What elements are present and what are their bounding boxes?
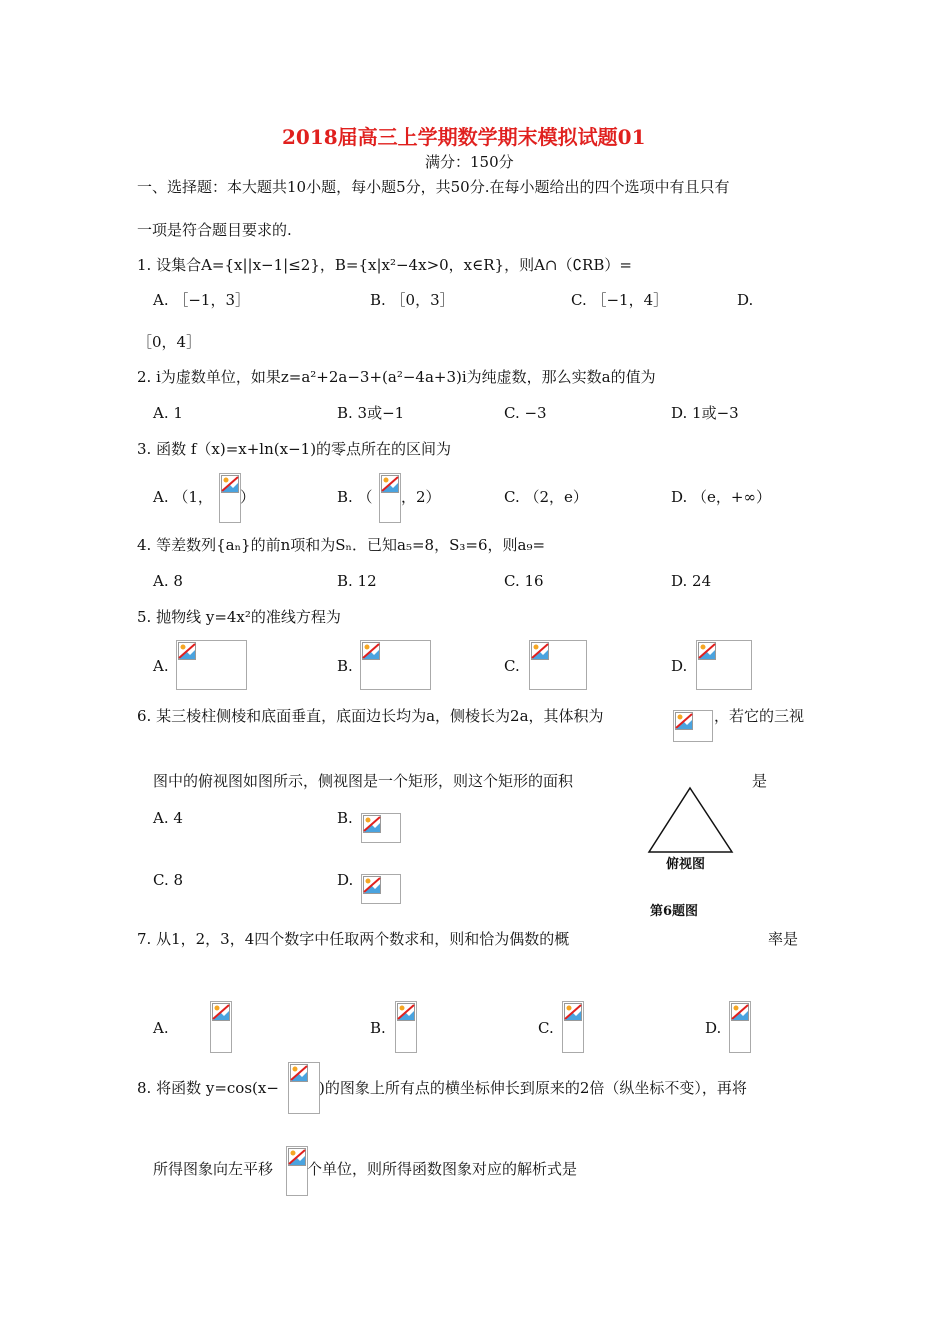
broken-image-icon	[363, 876, 381, 894]
q3-option-c: C. （2，e）	[504, 488, 588, 506]
q7-stem: 7. 从1，2，3，4四个数字中任取两个数求和，则和恰为偶数的概	[137, 930, 570, 948]
q1-option-d-value: ［0，4］	[137, 333, 202, 351]
broken-image-icon	[698, 642, 716, 660]
q7-option-c-image	[562, 1001, 584, 1053]
q5-option-b: B.	[337, 657, 353, 675]
q8-shift-image	[286, 1146, 308, 1196]
q1-stem: 1. 设集合A={x||x−1|≤2}，B={x|x²−4x>0，x∈R}，则A∩（∁RB）=	[137, 256, 632, 274]
q5-option-d: D.	[671, 657, 688, 675]
q4-option-a: A. 8	[153, 572, 183, 590]
q6-option-a: A. 4	[153, 809, 183, 827]
broken-image-icon	[221, 475, 239, 493]
q6-line2-end: 是	[752, 772, 768, 790]
q4-option-b: B. 12	[337, 572, 377, 590]
q5-option-d-image	[696, 640, 752, 690]
q7-stem-end: 率是	[768, 930, 799, 948]
q6-line1-end: ，若它的三视	[714, 707, 805, 725]
q5-option-a: A.	[153, 657, 169, 675]
q3-option-a-post: ）	[240, 488, 256, 506]
broken-image-icon	[288, 1148, 306, 1166]
figure-caption: 第6题图	[650, 904, 699, 919]
q3-option-a-image	[219, 473, 241, 523]
q6-option-b: B.	[337, 809, 353, 827]
q6-volume-image	[673, 710, 713, 742]
broken-image-icon	[381, 475, 399, 493]
q1-option-b: B. ［0，3］	[370, 291, 455, 309]
q6-line1: 6. 某三棱柱侧棱和底面垂直，底面边长均为a，侧棱长为2a，其体积为	[137, 707, 604, 725]
q2-option-c: C. −3	[504, 404, 547, 422]
q5-option-c: C.	[504, 657, 520, 675]
q6-option-d-image	[361, 874, 401, 904]
q8-phase-image	[288, 1062, 320, 1114]
broken-image-icon	[564, 1003, 582, 1021]
q6-option-d: D.	[337, 871, 354, 889]
q7-option-d-image	[729, 1001, 751, 1053]
q8-line1: 8. 将函数 y=cos(x−	[137, 1079, 279, 1097]
q5-option-a-image	[176, 640, 247, 690]
q6-option-b-image	[361, 813, 401, 843]
q2-option-b: B. 3或−1	[337, 404, 405, 422]
section-heading-line1: 一、选择题：本大题共10小题，每小题5分，共50分.在每小题给出的四个选项中有且只有	[137, 178, 730, 196]
q3-option-d: D. （e，+∞）	[671, 488, 771, 506]
broken-image-icon	[531, 642, 549, 660]
q3-option-b-post: ，2）	[401, 488, 441, 506]
q2-option-a: A. 1	[153, 404, 183, 422]
q3-stem: 3. 函数 f（x)=x+ln(x−1)的零点所在的区间为	[137, 440, 452, 458]
q7-option-d: D.	[705, 1019, 722, 1037]
q6-line2: 图中的俯视图如图所示，侧视图是一个矩形，则这个矩形的面积	[153, 772, 574, 790]
broken-image-icon	[397, 1003, 415, 1021]
top-view-label: 俯视图	[666, 857, 706, 872]
q7-option-b-image	[395, 1001, 417, 1053]
broken-image-icon	[290, 1064, 308, 1082]
q7-option-a: A.	[153, 1019, 169, 1037]
q3-option-a-pre: A. （1，	[153, 488, 213, 506]
broken-image-icon	[363, 815, 381, 833]
q1-option-d: D.	[737, 291, 754, 309]
q2-option-d: D. 1或−3	[671, 404, 739, 422]
q5-option-b-image	[360, 640, 431, 690]
q3-option-b-image	[379, 473, 401, 523]
q8-line2-end: 个单位，则所得函数图象对应的解析式是	[307, 1160, 578, 1178]
broken-image-icon	[675, 712, 693, 730]
top-view-triangle	[649, 788, 732, 852]
top-view-triangle-figure	[646, 785, 736, 855]
broken-image-icon	[212, 1003, 230, 1021]
q7-option-c: C.	[538, 1019, 554, 1037]
q7-option-b: B.	[370, 1019, 386, 1037]
q4-option-c: C. 16	[504, 572, 544, 590]
q5-option-c-image	[529, 640, 587, 690]
broken-image-icon	[362, 642, 380, 660]
q8-line2: 所得图象向左平移	[153, 1160, 274, 1178]
q1-option-c: C. ［−1，4］	[571, 291, 669, 309]
broken-image-icon	[178, 642, 196, 660]
q7-option-a-image	[210, 1001, 232, 1053]
q2-stem: 2. i为虚数单位，如果z=a²+2a−3+(a²−4a+3)i为纯虚数，那么实数a的值为	[137, 368, 656, 386]
page-title: 2018届高三上学期数学期末模拟试题01	[282, 125, 646, 149]
q4-stem: 4. 等差数列{aₙ}的前n项和为Sₙ．已知a₅=8，S₃=6，则a₉=	[137, 536, 546, 554]
section-heading-line2: 一项是符合题目要求的.	[137, 221, 292, 239]
q6-option-c: C. 8	[153, 871, 184, 889]
q1-option-a: A. ［−1，3］	[153, 291, 251, 309]
q5-stem: 5. 抛物线 y=4x²的准线方程为	[137, 608, 341, 626]
broken-image-icon	[731, 1003, 749, 1021]
q4-option-d: D. 24	[671, 572, 712, 590]
q3-option-b-pre: B. （	[337, 488, 373, 506]
full-score: 满分：150分	[425, 153, 514, 171]
q8-line1-end: )的图象上所有点的横坐标伸长到原来的2倍（纵坐标不变），再将	[319, 1079, 747, 1097]
